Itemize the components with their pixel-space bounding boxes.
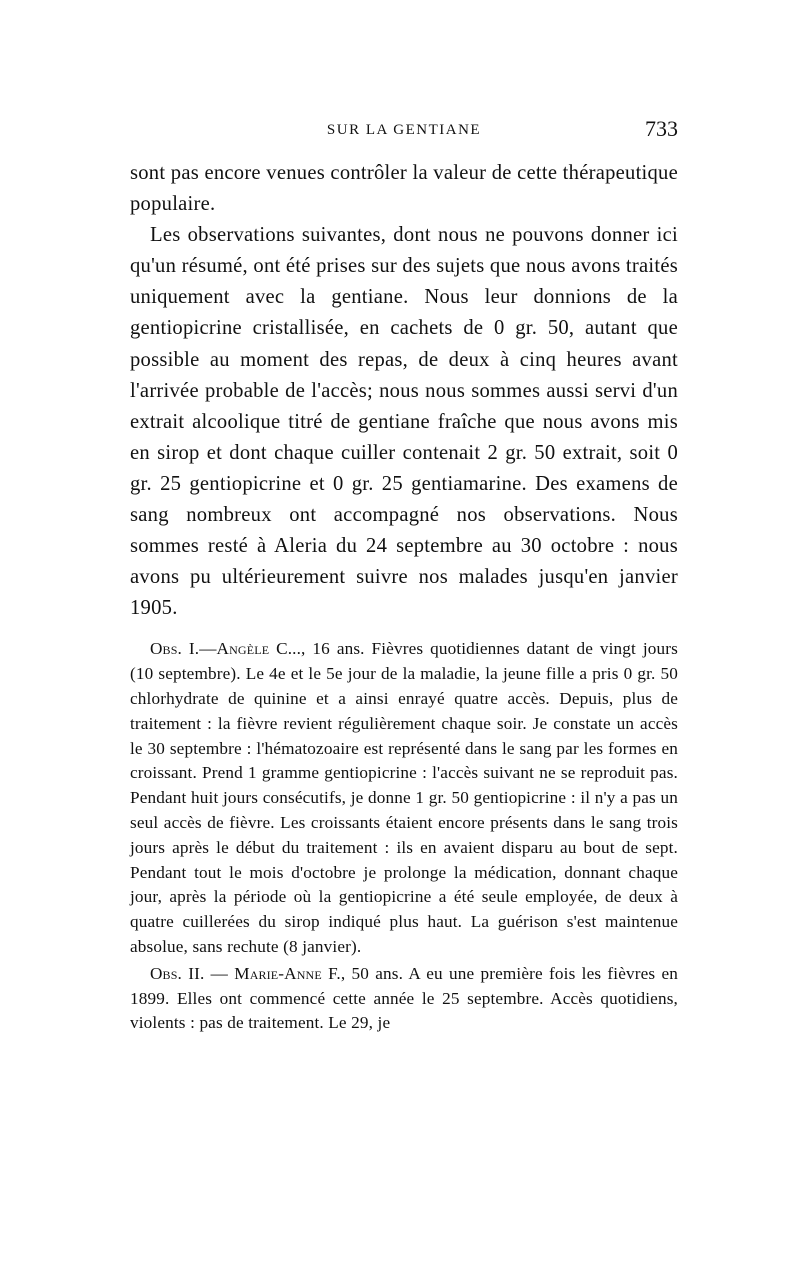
observation-1-text: 16 ans. Fièvres quotidiennes datant de vingt jours (10 septembre). Le 4e et le 5e jour de la maladie, la jeune fille a pris 0 gr. 50 chlorhydrate de quinine et a ainsi enrayé quatre accès. Depuis, plus de traitement : la fièvre revient régulièrement chaque soir. Je constate un accès le 30 septembre : l'hématozoaire est représenté dans le sang par les formes en croissant. Prend 1 gramme gentiopicrine : l'accès suivant ne se reproduit pas. Pendant huit jours consécutifs, je donne 1 gr. 50 gentiopicrine : il n'y a pas un seul accès de fièvre. Les croissants étaient encore présents dans le sang trois jours après le début du traitement : ils en avaient disparu au bout de sept. Pendant tout le mois d'octobre je prolonge la médication, donnant chaque jour, après la période où la gentiopicrine a été seule employée, de deux à quatre cuillerées du sirop indiqué plus haut. La guérison s'est maintenue absolue, sans rechute (8 janvier).	[130, 639, 678, 956]
observations-section	[130, 637, 678, 1036]
body-text	[130, 158, 678, 624]
paragraph-observations-intro: Les observations suivantes, dont nous ne pouvons donner ici qu'un résumé, ont été prises sur des sujets que nous avons traités uniquement avec la gentiane. Nous leur donnions de la gentiopicrine cristallisée, en cachets de 0 gr. 50, autant que possible au moment des repas, de deux à cinq heures avant l'arrivée probable de l'accès; nous nous sommes aussi servi d'un extrait alcoolique titré de gentiane fraîche que nous avons mis en sirop et dont chaque cuiller contenait 2 gr. 50 extrait, soit 0 gr. 25 gentiopicrine et 0 gr. 25 gentiamarine. Des examens de sang nombreux ont accompagné nos observations. Nous sommes resté à Aleria du 24 septembre au 30 octobre : nous avons pu ultérieurement suivre nos malades jusqu'en janvier 1905.	[130, 224, 678, 620]
paragraph-continuation: sont pas encore venues contrôler la valeur de cette thérapeutique populaire.	[130, 162, 678, 216]
observation-2-patient: — Marie-Anne F.,	[204, 963, 346, 983]
observation-2-label: Obs. II.	[150, 963, 205, 983]
running-title: SUR LA GENTIANE	[326, 122, 482, 138]
book-page	[130, 116, 678, 1036]
observation-2	[130, 962, 678, 1036]
page-number: 733	[645, 116, 678, 141]
observation-1-patient: —Angèle C...,	[199, 639, 306, 659]
running-head	[130, 116, 678, 146]
observation-2-text: 50 ans. A eu une première fois les fièvres en 1899. Elles ont commencé cette année le 25 septembre. Accès quotidiens, violents : pas de traitement. Le 29, je	[130, 963, 679, 1033]
observation-1-label: Obs. I.	[150, 639, 200, 659]
observation-1	[130, 637, 678, 959]
